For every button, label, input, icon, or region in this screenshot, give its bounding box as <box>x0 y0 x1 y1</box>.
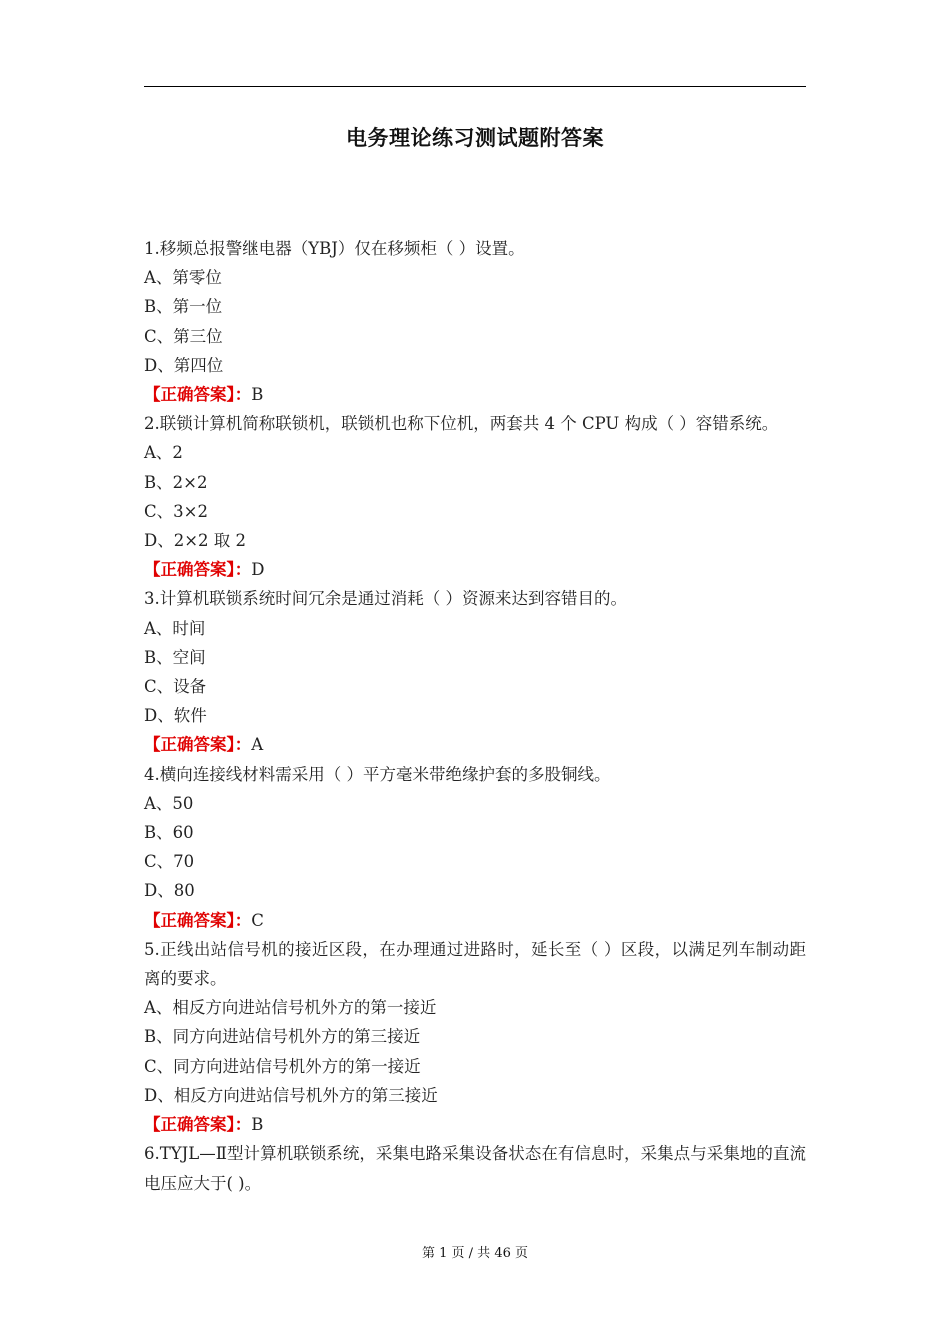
answer-label: 【正确答案】： <box>144 560 252 580</box>
option-b: B、第一位 <box>144 297 223 317</box>
option-c: C、70 <box>144 852 195 872</box>
footer-middle: 页 / 共 <box>451 1246 491 1261</box>
question-5 <box>144 935 806 1139</box>
answer-label: 【正确答案】： <box>144 910 252 930</box>
footer-prefix: 第 <box>421 1246 435 1261</box>
correct-answer <box>144 730 806 759</box>
question-4 <box>144 760 806 935</box>
total-pages: 46 <box>494 1246 511 1261</box>
option-d: D、相反方向进站信号机外方的第三接近 <box>144 1085 438 1105</box>
question-list <box>144 234 806 1198</box>
option-c: C、同方向进站信号机外方的第一接近 <box>144 1056 421 1076</box>
option-a: A、时间 <box>144 618 206 638</box>
option-a: A、50 <box>144 793 194 813</box>
option-b: B、空间 <box>144 647 206 667</box>
document-title: 电务理论练习测试题附答案 <box>346 126 604 150</box>
option-d: D、第四位 <box>144 355 224 375</box>
option-b: B、60 <box>144 823 194 843</box>
option-c: C、3×2 <box>144 501 208 521</box>
page-footer <box>0 1244 950 1264</box>
option-a: A、2 <box>144 443 183 463</box>
option-c: C、设备 <box>144 677 207 697</box>
header-rule <box>144 86 806 87</box>
question-text: 1.移频总报警继电器（YBJ）仅在移频柜（ ）设置。 <box>144 239 525 258</box>
question-1 <box>144 234 806 409</box>
answer-label: 【正确答案】： <box>144 735 252 755</box>
correct-answer <box>144 380 806 409</box>
option-a: A、相反方向进站信号机外方的第一接近 <box>144 998 437 1018</box>
option-a: A、第零位 <box>144 268 222 288</box>
page-number: 1 <box>439 1246 448 1261</box>
option-d: D、软件 <box>144 706 207 726</box>
question-3 <box>144 584 806 759</box>
question-6 <box>144 1139 806 1197</box>
correct-answer <box>144 555 806 584</box>
answer-value: D <box>251 560 265 580</box>
answer-value: B <box>251 385 264 405</box>
option-d: D、2×2 取 2 <box>144 531 247 551</box>
option-d: D、80 <box>144 881 195 901</box>
question-text: 4.横向连接线材料需采用（ ）平方毫米带绝缘护套的多股铜线。 <box>144 764 611 784</box>
question-2 <box>144 409 806 584</box>
answer-value: A <box>251 735 264 755</box>
option-c: C、第三位 <box>144 326 223 346</box>
question-text: 5.正线出站信号机的接近区段，在办理通过进路时，延长至（ ）区段，以满足列车制动距离的要求。 <box>144 939 806 989</box>
answer-value: C <box>251 910 264 930</box>
question-text: 6.TYJL—Ⅱ型计算机联锁系统，采集电路采集设备状态在有信息时，采集点与采集地的直流电压应大于( )。 <box>144 1144 806 1193</box>
footer-suffix: 页 <box>515 1246 529 1261</box>
answer-label: 【正确答案】： <box>144 1115 252 1135</box>
option-b: B、2×2 <box>144 472 208 492</box>
answer-label: 【正确答案】： <box>144 385 252 405</box>
answer-value: B <box>251 1115 264 1135</box>
correct-answer <box>144 1110 806 1139</box>
option-b: B、同方向进站信号机外方的第三接近 <box>144 1027 421 1047</box>
question-text: 2.联锁计算机简称联锁机，联锁机也称下位机，两套共 4 个 CPU 构成（ ）容错系统。 <box>144 414 779 434</box>
correct-answer <box>144 906 806 935</box>
question-text: 3.计算机联锁系统时间冗余是通过消耗（ ）资源来达到容错目的。 <box>144 589 627 609</box>
